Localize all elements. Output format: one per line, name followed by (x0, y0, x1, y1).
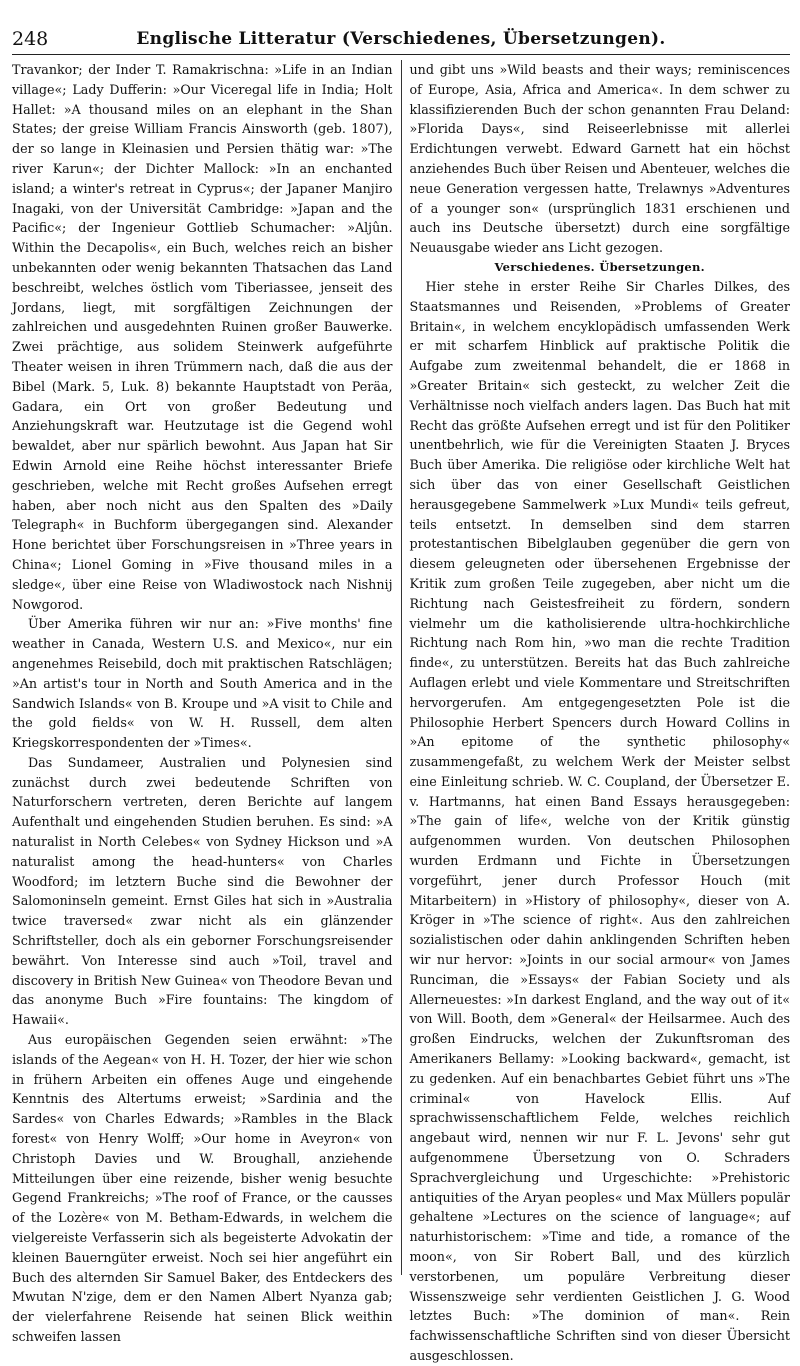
paragraph: und gibt uns »Wild beasts and their ways; reminiscences of Europe, Asia, Africa and America«. In dem schwer zu klassifizierenden Buch der schon genannten Frau Deland: »Florida Days«, sind Reiseerlebnisse mit allerlei Erdichtungen verwebt. Edward Garnett hat ein höchst anziehendes Buch über Reisen und Abenteuer, welches die neue Generation vergessen hatte, Trelawnys »Adventures of a younger son« (ursprünglich 1831 erschienen und auch ins Deutsche übersetzt) durch eine sorgfältige Neuausgabe wieder ans Licht gezogen. (409, 62, 790, 256)
page-number: 248 (12, 28, 49, 50)
left-column (12, 60, 399, 1344)
section-heading: Verschiedenes. Übersetzungen. (494, 259, 705, 274)
column-divider (401, 60, 402, 1275)
paragraph: Über Amerika führen wir nur an: »Five months' fine weather in Canada, Western U.S. and Mexico«, nur ein angenehmes Reisebild, doch mit praktischen Ratschlägen; »An artist's tour in North and South America and in the Sandwich Islands« von B. Kroupe und »A visit to Chile and the gold fields« von W. H. Russell, dem alten Kriegskorrespondenten der »Times«. (12, 616, 393, 751)
paragraph: Aus europäischen Gegenden seien erwähnt: »The islands of the Aegean« von H. H. Tozer, der hier wie schon in frühern Arbeiten ein offenes Auge und eingehende Kenntnis des Altertums erweist; »Sardinia and the Sardes« von Charles Edwards; »Rambles in the Black forest« von Henry Wolff; »Our home in Aveyron« von Christoph Davies und W. Broughall, anziehende Mitteilungen über eine reizende, bisher wenig besuchte Gegend Frankreichs; »The roof of France, or the causses of the Lozère« von M. Betham-Edwards, in welchem die vielgereiste Verfasserin sich als begeisterte Advokatin der kleinen Bauerngüter erweist. Noch sei hier angeführt ein Buch des alternden Sir Samuel Baker, des Entdeckers des Mwutan N'zige, dem er den Namen Albert Nyanza gab; der vielerfahrene Reisende hat seinen Blick weithin schweifen lassen (12, 1032, 393, 1344)
page-header (12, 14, 790, 55)
running-head: Englische Litteratur (Verschiedenes, Übersetzungen). (136, 29, 666, 49)
right-column (404, 60, 791, 1363)
paragraph: Das Sundameer, Australien und Polynesien sind zunächst durch zwei bedeutende Schriften von Naturforschern vertreten, deren Berichte auf langem Aufenthalt und eingehenden Studien beruhen. Es sind: »A naturalist in North Celebes« von Sydney Hickson und »A naturalist among the head-hunters« von Charles Woodford; im letztern Buche sind die Bewohner der Salomoninseln gemeint. Ernst Giles hat sich in »Australia twice traversed« zwar nicht als ein glänzender Schriftsteller, doch als ein geborner Forschungsreisender bewährt. Von Interesse sind auch »Toil, travel and discovery in British New Guinea« von Theodore Bevan und das anonyme Buch »Fire fountains: The kingdom of Hawaii«. (12, 754, 393, 1028)
text-columns (12, 60, 790, 1363)
paragraph: Hier stehe in erster Reihe Sir Charles Dilkes, des Staatsmannes und Reisenden, »Problems of Greater Britain«, in welchem encyklopädisch umfassenden Werk er mit scharfem Hinblick auf praktische Politik die Aufgabe zum zweitenmal behandelt, die er 1868 in »Greater Britain« sich gesteckt, zu welcher Zeit die Verhältnisse noch vielfach anders lagen. Das Buch hat mit Recht das größte Aufsehen erregt und ist für den Politiker unentbehrlich, wie für die Vereinigten Staaten J. Bryces Buch über Amerika. Die religiöse oder kirchliche Welt hat sich über das von einer Gesellschaft Geistlichen herausgegebene Sammelwerk »Lux Mundi« teils gefreut, teils entsetzt. In demselben sind dem starren protestantischen Bibelglauben gegenüber die gern von diesem geleugneten oder übersehenen Ergebnisse der Kritik zum großen Teile zugegeben, aber nicht um die Richtung nach Geistesfreiheit zu fördern, sondern vielmehr um die katholisierende ultra-hochkirchliche Richtung nach Rom hin, »wo man die rechte Tradition finde«, zu unterstützen. Bereits hat das Buch zahlreiche Auflagen erlebt und viele Kommentare und Streitschriften hervorgerufen. Am entgegengesetzten Pole ist die Philosophie Herbert Spencers durch Howard Collins in »An epitome of the synthetic philosophy« zusammengefaßt, zu welchem Werk der Meister selbst eine Einleitung schrieb. W. C. Coupland, der Übersetzer E. v. Hartmanns, hat einen Band Essays herausgegeben: »The gain of life«, welche von der Kritik günstig aufgenommen wurden. Von deutschen Philosophen wurden Erdmann und Fichte in Übersetzungen vorgeführt, jener durch Professor Houch (mit Mitarbeitern) in »History of philosophy«, dieser von A. Kröger in »The science of right«. Aus den zahlreichen sozialistischen oder dahin anklingenden Schriften heben wir nur hervor: »Joints in our social armour« von James Runciman, die »Essays« der Fabian Society und als Allerneuestes: »In darkest England, and the way out of it« von Will. Booth, dem »General« der Heilsarmee. Auch des großen Eindrucks, welchen der Zukunftsroman des Amerikaners Bellamy: »Looking backward«, gemacht, ist zu gedenken. Auf ein benachbartes Gebiet führt uns »The criminal« von Havelock Ellis. Auf sprachwissenschaftlichem Felde, welches reichlich angebaut wird, nennen wir nur F. L. Jevons' sehr gut aufgenommene Übersetzung von O. Schraders Sprachvergleichung und Urgeschichte: »Prehistoric antiquities of the Aryan peoples« und Max Müllers populär gehaltene »Lectures on the science of language«; auf naturhistorischem: »Time and tide, a romance of the moon«, von Sir Robert Ball, und des kürzlich verstorbenen, um populäre Verbreitung dieser Wissenszweige sehr verdienten Geistlichen J. G. Wood letztes Buch: »The dominion of man«. Rein fachwissenschaftliche Schriften sind von dieser Übersicht ausgeschlossen. (409, 278, 790, 1363)
paragraph: Travankor; der Inder T. Ramakrischna: »Life in an Indian village«; Lady Dufferin: »Our Viceregal life in India; Holt Hallet: »A thousand miles on an elephant in the Shan States; der greise William Francis Ainsworth (geb. 1807), der so lange in Kleinasien und Persien thätig war: »The river Karun«; der Dichter Mallock: »In an enchanted island; a winter's retreat in Cyprus«; der Japaner Manjiro Inagaki, von der Universität Cambridge: »Japan and the Pacific«; der Ingenieur Gottlieb Schumacher: »Aljûn. Within the Decapolis«, ein Buch, welches reich an bisher unbekannten oder wenig bekannten Thatsachen das Land beschreibt, welches östlich vom Tiberiassee, jenseit des Jordans, liegt, mit sorgfältigen Zeichnungen der zahlreichen und ausgedehnten Ruinen großer Bauwerke. Zwei prächtige, aus solidem Steinwerk aufgeführte Theater weisen in ihren Trümmern nach, daß die aus der Bibel (Mark. 5, Luk. 8) bekannte Hauptstadt von Peräa, Gadara, ein Ort von großer Bedeutung und Anziehungskraft war. Heutzutage ist die Gegend wohl bewaldet, aber nur spärlich bewohnt. Aus Japan hat Sir Edwin Arnold eine Reihe höchst interessanter Briefe geschrieben, welche mit Recht großes Aufsehen erregt haben, aber noch nicht aus den Spalten des »Daily Telegraph« in Buchform übergegangen sind. Alexander Hone berichtet über Forschungsreisen in »Three years in China«; Lionel Goming in »Five thousand miles in a sledge«, über eine Reise von Wladiwostock nach Nishnij Nowgorod. (12, 62, 393, 612)
